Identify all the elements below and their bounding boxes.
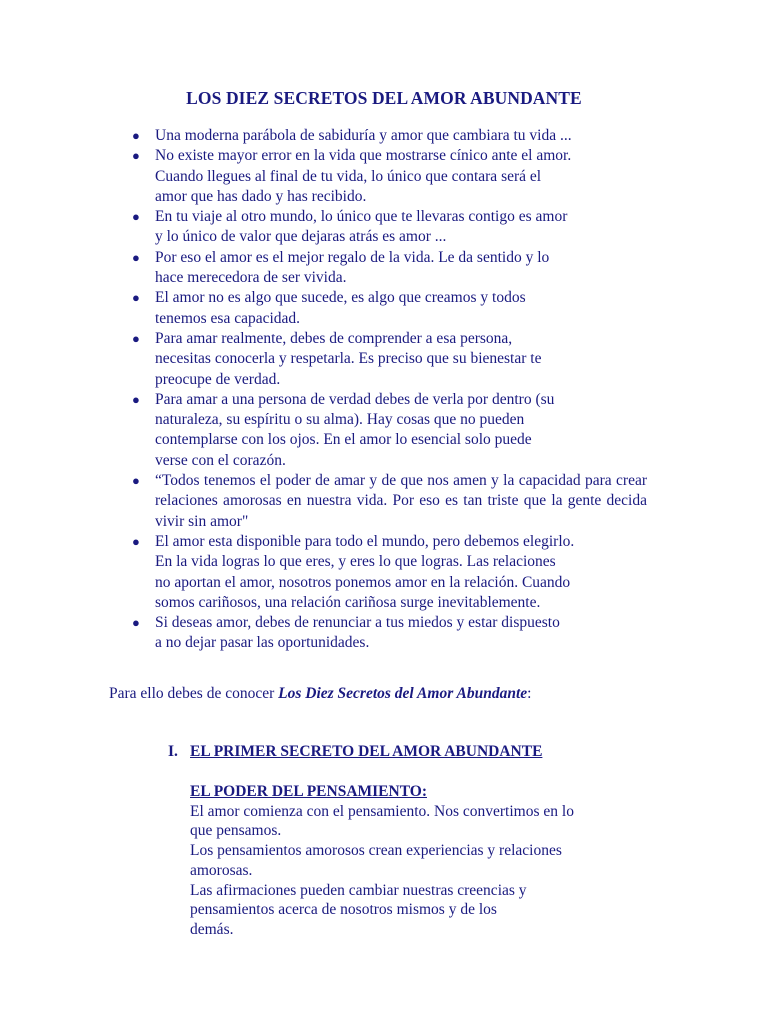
bullet-icon: ● [132, 615, 140, 631]
section-body [190, 782, 650, 940]
section-subheading: EL PODER DEL PENSAMIENTO: [190, 783, 427, 800]
bullet-icon: ● [132, 148, 140, 164]
intro-emphasis: Los Diez Secretos del Amor Abundante [278, 685, 528, 702]
list-item [132, 532, 647, 613]
bullet-icon: ● [132, 533, 140, 549]
section-numeral: I. [168, 743, 178, 760]
section-paragraph [190, 802, 650, 841]
bullet-line: En tu viaje al otro mundo, lo único que te llevaras contigo es amor [155, 208, 568, 226]
bullet-line: Por eso el amor es el mejor regalo de la vida. Le da sentido y lo [155, 248, 550, 266]
bullet-line: En la vida logras lo que eres, y eres lo que logras. Las relaciones [155, 553, 556, 571]
bullet-line: contemplarse con los ojos. En el amor lo esencial solo puede [155, 431, 532, 449]
bullet-line: Para amar realmente, debes de comprender a esa persona, [155, 329, 513, 347]
paragraph-line: Los pensamientos amorosos crean experiencias y relaciones [190, 842, 562, 860]
bullet-line: necesitas conocerla y respetarla. Es preciso que su bienestar te [155, 350, 542, 368]
intro-suffix: : [527, 685, 532, 702]
bullet-line: naturaleza, su espíritu o su alma). Hay cosas que no pueden [155, 411, 525, 429]
bullet-icon: ● [132, 209, 140, 225]
list-item [132, 207, 647, 248]
bullet-icon: ● [132, 290, 140, 306]
bullet-line: Para amar a una persona de verdad debes de verla por dentro (su [155, 390, 555, 408]
bullet-line: amor que has dado y has recibido. [155, 187, 367, 205]
bullet-icon: ● [132, 330, 140, 346]
paragraph-line: El amor comienza con el pensamiento. Nos convertimos en lo [190, 802, 574, 820]
bullet-icon: ● [132, 391, 140, 407]
list-item [132, 248, 647, 289]
page-title: LOS DIEZ SECRETOS DEL AMOR ABUNDANTE [186, 88, 582, 108]
section-paragraph [190, 841, 650, 880]
bullet-line: y lo único de valor que dejaras atrás es amor ... [155, 228, 447, 246]
list-item [132, 613, 647, 654]
bullet-list [132, 126, 647, 654]
paragraph-line: que pensamos. [190, 822, 282, 840]
list-item [132, 146, 647, 207]
section-heading-text: EL PRIMER SECRETO DEL AMOR ABUNDANTE [190, 743, 543, 760]
bullet-icon: ● [132, 249, 140, 265]
bullet-line: El amor esta disponible para todo el mundo, pero debemos elegirlo. [155, 532, 575, 550]
paragraph-line: amorosas. [190, 861, 253, 879]
intro-prefix: Para ello debes de conocer [109, 685, 279, 702]
list-item [132, 329, 647, 390]
paragraph-line: Las afirmaciones pueden cambiar nuestras creencias y [190, 881, 527, 899]
bullet-line: Si deseas amor, debes de renunciar a tus miedos y estar dispuesto [155, 614, 560, 632]
bullet-line: Una moderna parábola de sabiduría y amor que cambiara tu vida ... [155, 127, 572, 144]
bullet-icon: ● [132, 473, 140, 489]
bullet-line: a no dejar pasar las oportunidades. [155, 634, 370, 652]
list-item [132, 390, 647, 471]
bullet-line: “Todos tenemos el poder de amar y de que nos amen y la capacidad para crear relaciones amorosas en nuestra vida. Por eso es tan triste que la gente decida vivir sin amor" [155, 472, 647, 530]
bullet-line: Cuando llegues al final de tu vida, lo único que contara será el [155, 167, 542, 185]
section-paragraph [190, 881, 650, 940]
paragraph-line: demás. [190, 920, 234, 938]
bullet-line: No existe mayor error en la vida que mostrarse cínico ante el amor. [155, 147, 572, 165]
bullet-icon: ● [132, 128, 140, 143]
bullet-line: no aportan el amor, nosotros ponemos amor en la relación. Cuando [155, 573, 571, 591]
list-item [132, 288, 647, 329]
list-item [132, 126, 647, 146]
paragraph-line: pensamientos acerca de nosotros mismos y de los [190, 901, 497, 919]
bullet-line: El amor no es algo que sucede, es algo que creamos y todos [155, 289, 526, 307]
bullet-line: hace merecedora de ser vivida. [155, 269, 347, 287]
intro-line [109, 684, 531, 704]
section-heading [168, 742, 542, 762]
bullet-line: tenemos esa capacidad. [155, 309, 301, 327]
bullet-line: preocupe de verdad. [155, 370, 281, 388]
list-item [132, 471, 647, 532]
bullet-line: verse con el corazón. [155, 451, 286, 469]
bullet-line: somos cariñosos, una relación cariñosa surge inevitablemente. [155, 593, 541, 611]
